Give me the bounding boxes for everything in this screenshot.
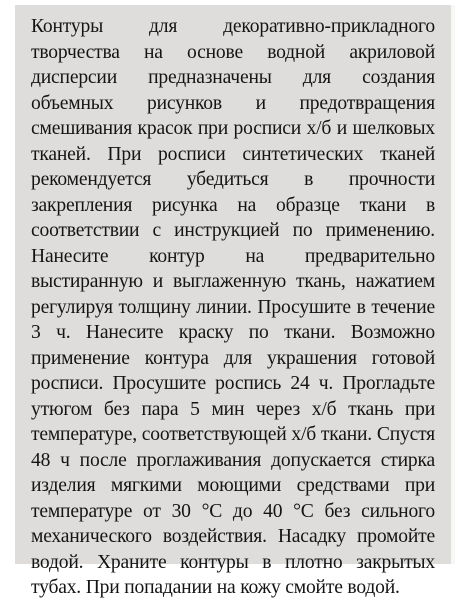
instruction-label [15,5,455,598]
instruction-text: Контуры для декоративно-прикладного творчества на основе водной акриловой дисперсии предназначены для создания объемных рисунков и предотвращения смешивания красок при росписи х/б и шелковых тканей. При росписи синтетических тканей рекомендуется убедиться в прочности закрепления рисунка на образце ткани в соответствии с инструкцией по применению. Нанесите контур на предварительно выстиранную и выглаженную ткань, нажатием регулируя толщину линии. Просушите в течение 3 ч. Нанесите краску по ткани. Возможно применение контура для украшения готовой росписи. Просушите роспись 24 ч. Прогладьте утюгом без пара 5 мин через х/б ткань при температуре, соответствующей х/б ткани. Спустя 48 ч после проглаживания допускается стирка изделия мягкими моющими средствами при температуре от 30 °С до 40 °С без сильного механического воздействия. Насадку промойте водой. Храните контуры в плотно закрытых тубах. При попадании на кожу смойте водой. [31,16,435,598]
